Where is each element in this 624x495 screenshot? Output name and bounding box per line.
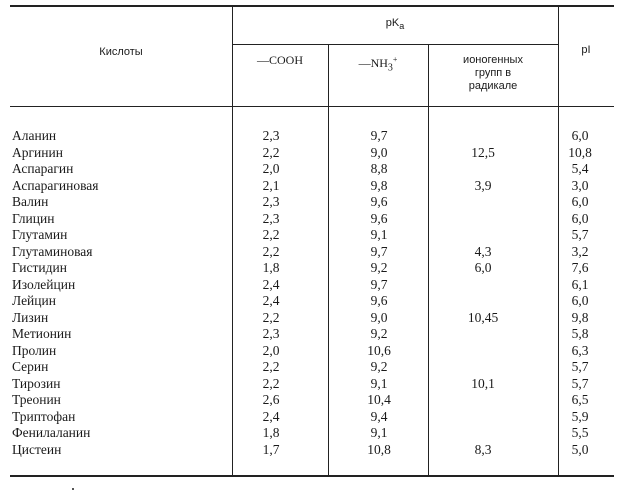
pka-nh3-value: 9,0 (370, 144, 388, 160)
table-row (0, 161, 624, 178)
pi-value: 7,6 (571, 260, 589, 275)
acid-name: Гистидин (12, 260, 67, 275)
table-row (0, 194, 624, 211)
acid-name: Глутамин (12, 227, 68, 242)
table-bottom-rule (10, 475, 614, 477)
pka-cooh-value: 2,1 (262, 177, 280, 193)
pka-nh3-value: 9,6 (370, 293, 388, 308)
pka-nh3-value: 9,0 (370, 309, 388, 325)
acid-name: Глицин (12, 210, 55, 226)
pka-cooh-value: 2,2 (262, 309, 280, 325)
pka-cooh-value: 2,6 (262, 392, 280, 407)
pka-nh3-value: 9,7 (370, 243, 388, 259)
pi-value: 6,0 (571, 293, 589, 308)
pka-nh3-value: 9,6 (370, 194, 388, 209)
table-body (0, 128, 624, 458)
pka-cooh-value: 2,3 (262, 128, 280, 143)
pka-nh3-value: 10,8 (367, 441, 391, 457)
pi-value: 5,0 (571, 441, 589, 457)
pka-cooh-value: 2,2 (262, 227, 280, 242)
pi-value: 6,5 (571, 392, 589, 407)
acid-name: Лейцин (12, 293, 56, 308)
pka-nh3-value: 10,4 (367, 392, 391, 407)
pka-cooh-value: 2,2 (262, 359, 280, 374)
acid-name: Аргинин (12, 144, 63, 160)
header-pka: $pK_a$ (385, 17, 405, 32)
pka-group-rule (232, 44, 558, 45)
pka-cooh-value: 2,2 (262, 144, 280, 160)
pi-value: 5,8 (571, 326, 589, 341)
table-row (0, 277, 624, 294)
pka-cooh-value: 2,2 (262, 375, 280, 391)
pka-nh3-value: 9,1 (370, 227, 388, 242)
table-row (0, 211, 624, 228)
pka-cooh-value: 2,0 (262, 342, 280, 358)
table-row (0, 178, 624, 195)
pka-radical-value: 8,3 (474, 441, 492, 457)
table-row (0, 128, 624, 145)
table-row (0, 145, 624, 162)
pka-nh3-value: 9,4 (370, 408, 388, 424)
pka-radical-value: 12,5 (471, 144, 495, 160)
pi-value: 10,8 (568, 144, 592, 160)
table-row (0, 244, 624, 261)
pi-value: 5,7 (571, 359, 589, 374)
acid-name: Тирозин (12, 375, 61, 391)
table-row (0, 343, 624, 360)
pka-nh3-value: 9,6 (370, 210, 388, 226)
header-acids: Кислоты (99, 46, 143, 58)
table-row (0, 359, 624, 376)
pka-radical-value: 6,0 (474, 260, 492, 275)
pka-cooh-value: 2,3 (262, 326, 280, 341)
pi-value: 9,8 (571, 309, 589, 325)
print-speck (72, 488, 74, 490)
pi-value: 5,4 (571, 161, 589, 176)
pka-nh3-value: 9,2 (370, 260, 388, 275)
pi-value: 3,2 (571, 243, 589, 259)
table-row (0, 425, 624, 442)
acid-name: Изолейцин (12, 276, 76, 292)
pi-value: 3,0 (571, 177, 589, 193)
acid-name: Триптофан (12, 408, 76, 424)
pi-value: 5,5 (571, 425, 589, 440)
table-row (0, 260, 624, 277)
header-radical: ионогенных групп в радикале (463, 54, 523, 92)
pka-nh3-value: 9,7 (370, 128, 388, 143)
header-bottom-rule (10, 106, 614, 107)
pka-cooh-value: 2,2 (262, 243, 280, 259)
table-row (0, 310, 624, 327)
acid-name: Пролин (12, 342, 57, 358)
acid-name: Метионин (12, 326, 72, 341)
pka-cooh-value: 2,4 (262, 293, 280, 308)
pka-nh3-value: 9,7 (370, 276, 388, 292)
pka-cooh-value: 2,0 (262, 161, 280, 176)
table-row (0, 326, 624, 343)
acid-name: Аспарагин (12, 161, 74, 176)
pka-nh3-value: 8,8 (370, 161, 388, 176)
pi-value: 5,7 (571, 375, 589, 391)
table-row (0, 442, 624, 459)
acid-name: Валин (12, 194, 49, 209)
pka-nh3-value: 10,6 (367, 342, 391, 358)
header-nh3: $—NH_3^+$ (358, 55, 398, 74)
table-row (0, 392, 624, 409)
acid-name: Серин (12, 359, 49, 374)
acid-name: Лизин (12, 309, 49, 325)
pka-radical-value: 10,1 (471, 375, 495, 391)
pka-cooh-value: 2,3 (262, 194, 280, 209)
pka-radical-value: 4,3 (474, 243, 492, 259)
header-pi: pI (581, 44, 591, 56)
pi-value: 6,0 (571, 194, 589, 209)
acid-name: Аланин (12, 128, 57, 143)
header-cooh: —COOH (256, 53, 303, 67)
acid-name: Глутаминовая (12, 243, 93, 259)
table-row (0, 293, 624, 310)
acid-name: Фенилаланин (12, 425, 91, 440)
pka-nh3-value: 9,2 (370, 359, 388, 374)
pka-nh3-value: 9,8 (370, 177, 388, 193)
pka-cooh-value: 1,8 (262, 425, 280, 440)
pka-radical-value: 3,9 (474, 177, 492, 193)
pka-nh3-value: 9,2 (370, 326, 388, 341)
pi-value: 6,3 (571, 342, 589, 358)
table-row (0, 409, 624, 426)
acid-name: Аспарагиновая (12, 177, 99, 193)
pka-cooh-value: 2,4 (262, 408, 280, 424)
pi-value: 6,0 (571, 210, 589, 226)
pi-value: 5,7 (571, 227, 589, 242)
pka-nh3-value: 9,1 (370, 425, 388, 440)
acid-name: Треонин (12, 392, 61, 407)
acid-name: Цистеин (12, 441, 62, 457)
pka-cooh-value: 1,7 (262, 441, 280, 457)
pka-cooh-value: 1,8 (262, 260, 280, 275)
pka-radical-value: 10,45 (467, 309, 499, 325)
pka-nh3-value: 9,1 (370, 375, 388, 391)
pi-value: 5,9 (571, 408, 589, 424)
table-row (0, 376, 624, 393)
pka-cooh-value: 2,4 (262, 276, 280, 292)
pi-value: 6,0 (571, 128, 589, 143)
table-row (0, 227, 624, 244)
table-top-rule (10, 5, 614, 7)
pi-value: 6,1 (571, 276, 589, 292)
pka-cooh-value: 2,3 (262, 210, 280, 226)
